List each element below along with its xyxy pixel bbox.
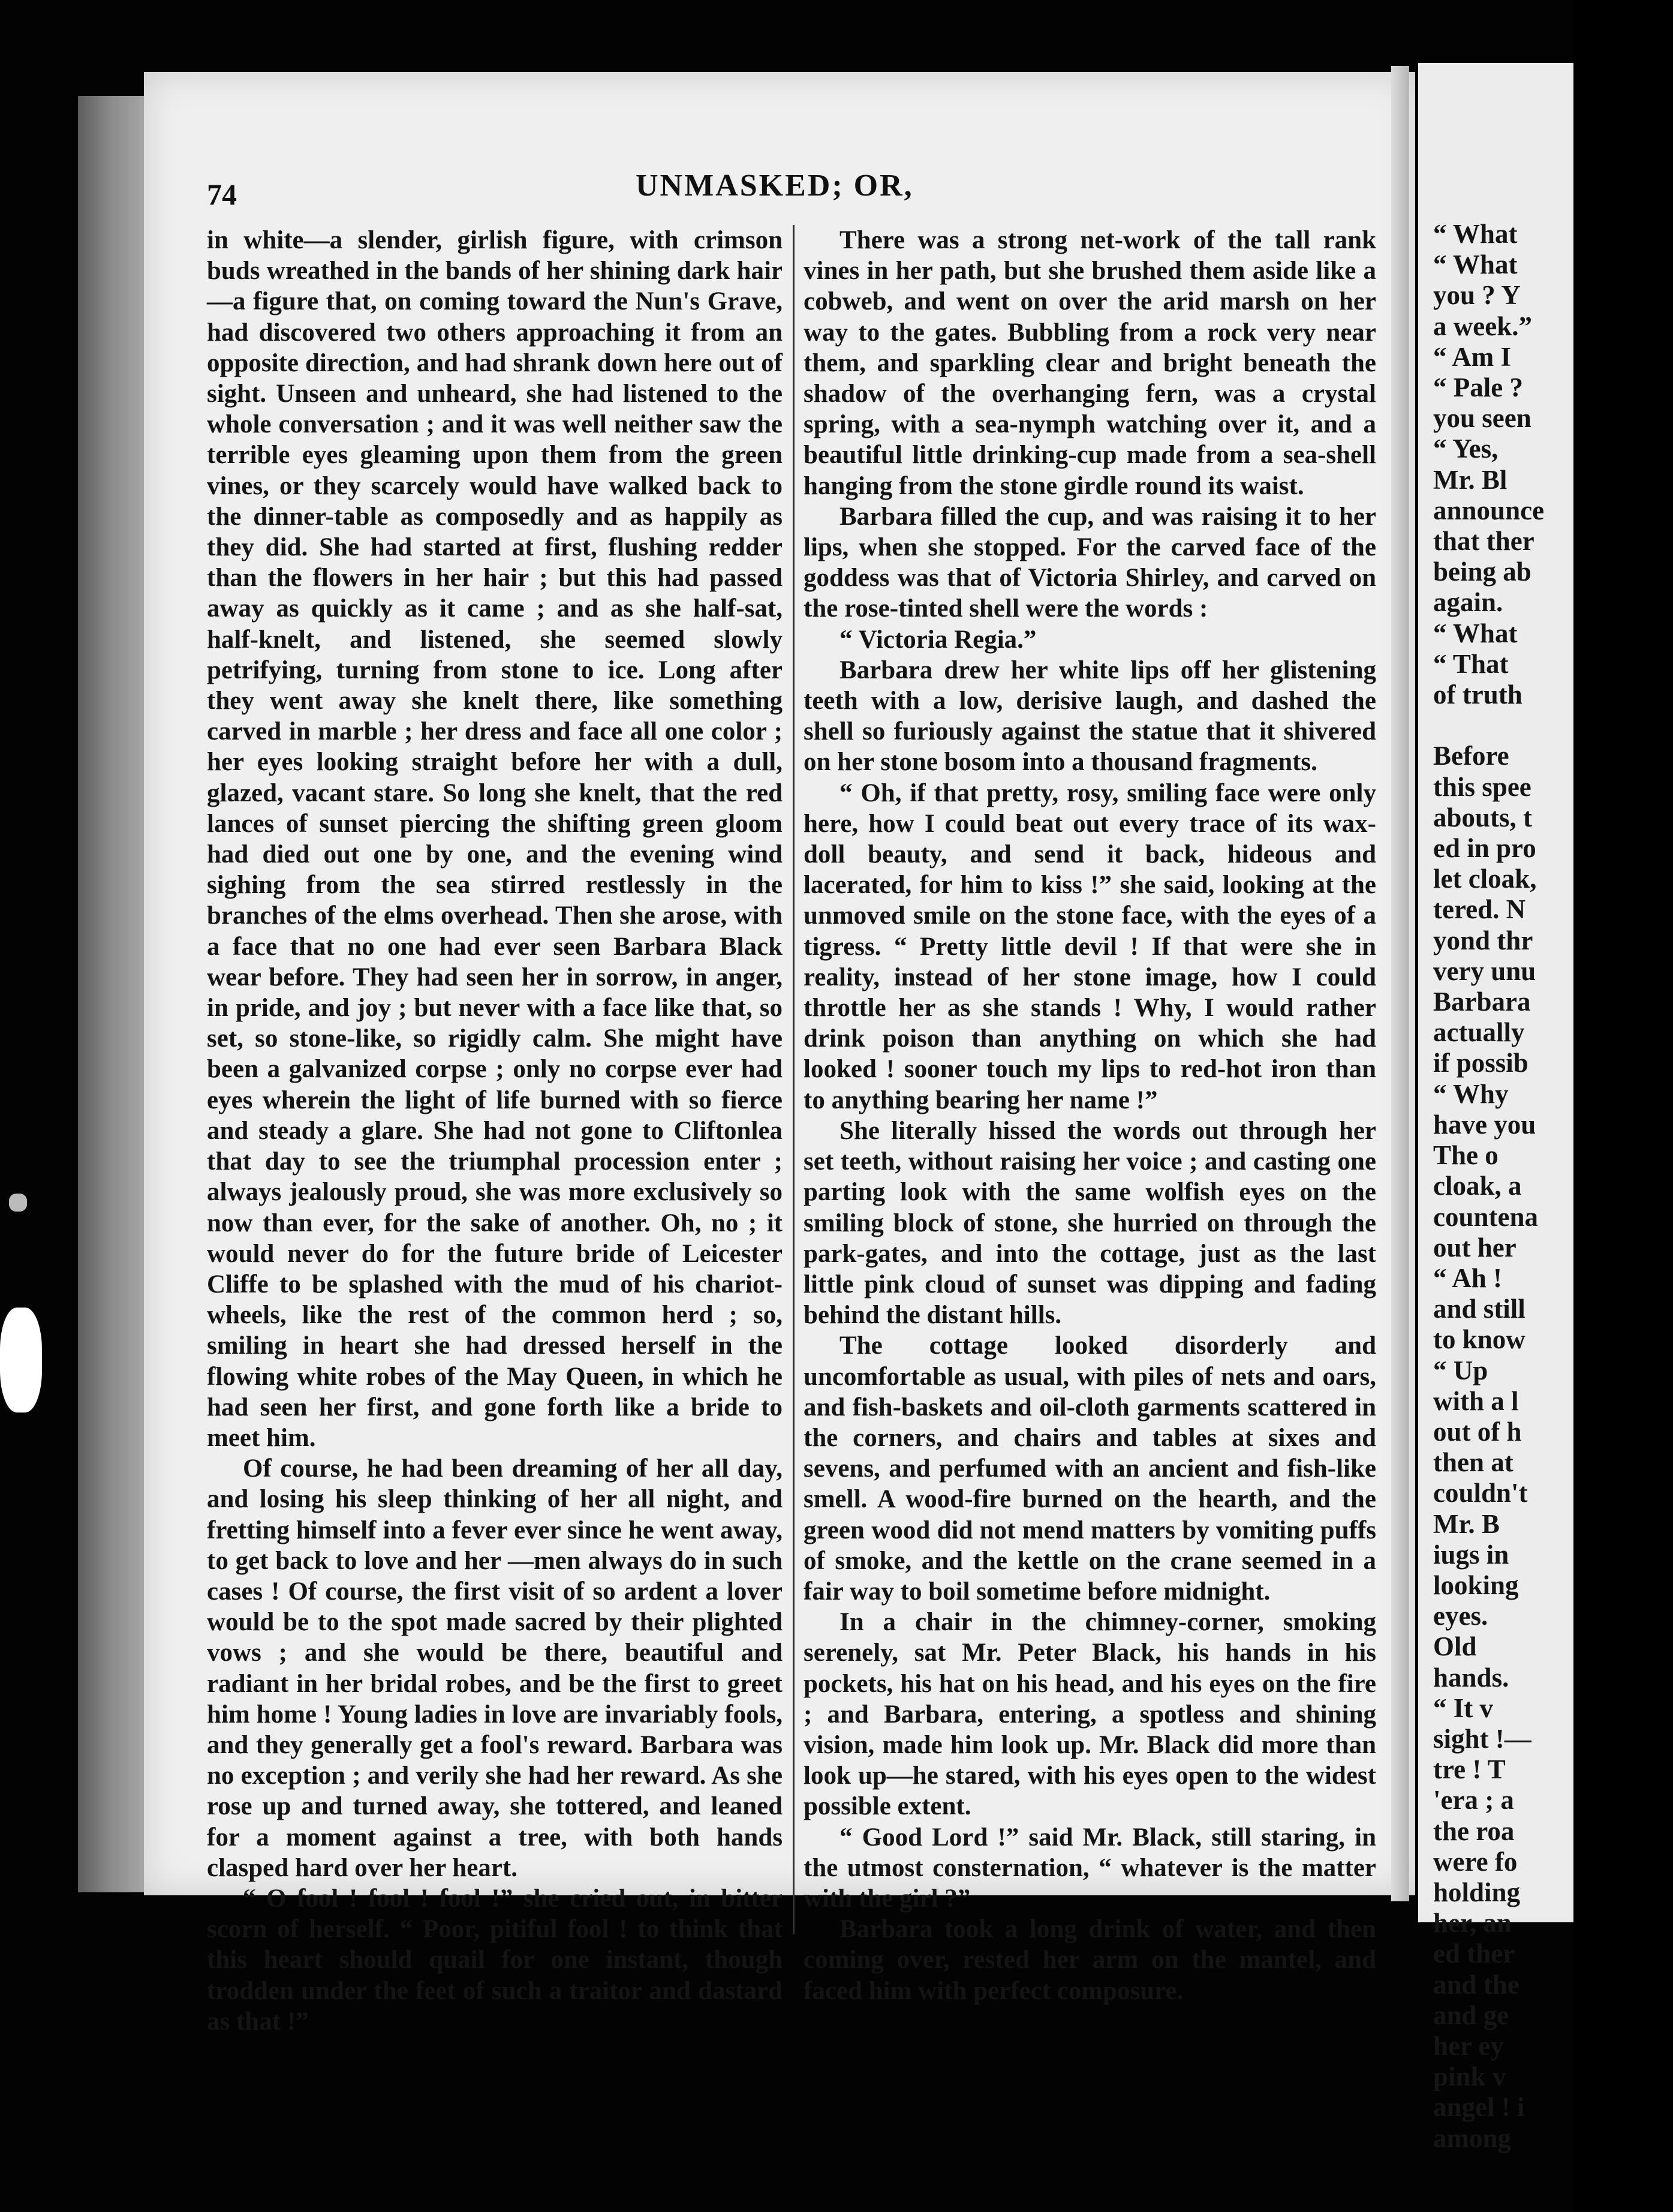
page-edge <box>1391 66 1409 1901</box>
paragraph: Of course, he had been dreaming of her all day, and losing his sleep thinking of her all night, and fretting himself into a fever ever since he went away, to get back to love and her —men always do in such cases ! Of course, the first visit of so ardent a lover would be to the spot made sacred by their plighted vows ; and she would be there, beautiful and radiant in her bridal robes, and be the first to greet him home ! Young ladies in love are invariably fools, and they generally get a fool's reward. Barbara was no exception ; and verily she had her reward. As she rose up and turned away, she tottered, and leaned for a moment against a tree, with both hands clasped hard over her heart. <box>207 1454 783 1882</box>
paragraph: “ Victoria Regia.” <box>839 625 1037 654</box>
text-column-right <box>804 225 1376 2006</box>
scan-artifact <box>0 1308 42 1412</box>
paragraph: She literally hissed the words out through her set teeth, without raising her voice ; and casting one parting look with the same wolfish eyes on the smiling block of stone, she hurried on through the park-gates, and into the cottage, just as the last little pink cloud of sunset was dipping and fading behind the distant hills. <box>804 1116 1376 1330</box>
paragraph: Barbara took a long drink of water, and then coming over, rested her arm on the mantel, and faced him with perfect composure. <box>804 1915 1376 2005</box>
page-number: 74 <box>207 178 237 211</box>
facing-page <box>1418 63 1573 2153</box>
paragraph: Barbara filled the cup, and was raising it to her lips, when she stopped. For the carved face of the goddess was that of Victoria Shirley, and carved on the rose-tinted shell were the words : <box>804 502 1376 623</box>
text-column-left <box>207 225 783 2037</box>
paragraph: in white—a slender, girlish figure, with crimson buds wreathed in the bands of her shining dark hair—a figure that, on coming toward the Nun's Grave, had discovered two others approaching it from an opposite direction, and had shrank down here out of sight. Unseen and unheard, she had listened to the whole conversation ; and it was well neither saw the terrible eyes gleaming upon them from the green vines, or they scarcely would have walked back to the dinner-table as composedly and as happily as they did. She had started at first, flushing redder than the flowers in her hair ; but this had passed away as quickly as it came ; and as she half-sat, half-knelt, and listened, she seemed slowly petrifying, turning from stone to ice. Long after they went away she knelt there, like something carved in marble ; her dress and face all one color ; her eyes looking straight before her with a dull, glazed, vacant stare. So long she knelt, that the red lances of sunset piercing the shifting green gloom had died out one by one, and the evening wind sighing from the sea stirred restlessly in the branches of the elms overhead. Then she arose, with a face that no one had ever seen Barbara Black wear before. They had seen her in sorrow, in anger, in pride, and joy ; but never with a face like that, so set, so stone-like, so rigidly calm. She might have been a galvanized corpse ; only no corpse ever had eyes wherein the light of life burned with so fierce and steady a glare. She had not gone to Cliftonlea that day to see the triumphal procession enter ; always jealously proud, she was more exclusively so now than ever, for the sake of another. Oh, no ; it would never do for the future bride of Leicester Cliffe to be splashed with the mud of his chariot-wheels, like the rest of the common herd ; so, smiling in heart she had dressed herself in the flowing white robes of the May Queen, in which he had seen her first, and gone forth like a bride to meet him. <box>207 226 783 1452</box>
paragraph: “ Good Lord !” said Mr. Black, still staring, in the utmost consternation, “ whatever is the matter with the girl ?” <box>804 1823 1376 1913</box>
column-divider <box>793 225 795 1934</box>
scan-artifact <box>9 1194 27 1212</box>
paragraph: Barbara drew her white lips off her glistening teeth with a low, derisive laugh, and dashed the shell so furiously against the statue that it shivered on her stone bosom into a thousand fragments. <box>804 656 1376 777</box>
paragraph: In a chair in the chimney-corner, smoking serenely, sat Mr. Peter Black, his hands in his pockets, his hat on his head, and his eyes on the fire ; and Barbara, entering, a spotless and shining vision, made him look up. Mr. Black did more than look up—he stared, with his eyes open to the widest possible extent. <box>804 1608 1376 1821</box>
running-head: UNMASKED; OR, <box>636 169 914 203</box>
facing-page-text: “ What “ What you ? Y a week.” “ Am I “ Pale ? you seen “ Yes, Mr. Bl announce that ther being ab again. “ What “ That of truth Before this spee abouts, t ed in pro let cloak, tered. N yond thr very unu Barbara actually if possib “ Why have you The o cloak, a countena out her “ Ah ! and still to know “ Up with a l out of h then at couldn't Mr. B iugs in looking eyes. Old hands. “ It v sight !— tre ! T 'era ; a the roa were fo holding her, an ed ther and the and ge her ey pink v angel ! i among <box>1433 219 1545 2153</box>
paragraph: The cottage looked disorderly and uncomfortable as usual, with piles of nets and oars, and fish-baskets and oil-cloth garments scattered in the corners, and chairs and tables at sixes and sevens, and perfumed with an ancient and fish-like smell. A wood-fire burned on the hearth, and the green wood did not mend matters by vomiting puffs of smoke, and the kettle on the crane seemed in a fair way to boil sometime before midnight. <box>804 1332 1376 1606</box>
paragraph: There was a strong net-work of the tall rank vines in her path, but she brushed them aside like a cobweb, and went on over the arid marsh on her way to the gates. Bubbling from a rock very near them, and sparkling clear and bright beneath the shadow of the overhanging fern, was a crystal spring, with a sea-nymph watching over it, and a beautiful little drinking-cup made from a sea-shell hanging from the stone girdle round its waist. <box>804 226 1376 500</box>
paragraph: “ Oh, if that pretty, rosy, smiling face were only here, how I could beat out every trace of its wax-doll beauty, and send it back, hideous and lacerated, for him to kiss !” she said, looking at the unmoved smile on the stone face, with the eyes of a tigress. “ Pretty little devil ! If that were she in reality, instead of her stone image, how I could throttle her as she stands ! Why, I would rather drink poison than anything on which she had looked ! sooner touch my lips to red-hot iron than to anything bearing her name !” <box>804 779 1376 1114</box>
paragraph: “ O fool ! fool ! fool !” she cried out, in bitter scorn of herself. “ Poor, pitiful fool ! to think that this heart should quail for one instant, though trodden under the feet of such a traitor and dastard as that !” <box>207 1884 783 2036</box>
